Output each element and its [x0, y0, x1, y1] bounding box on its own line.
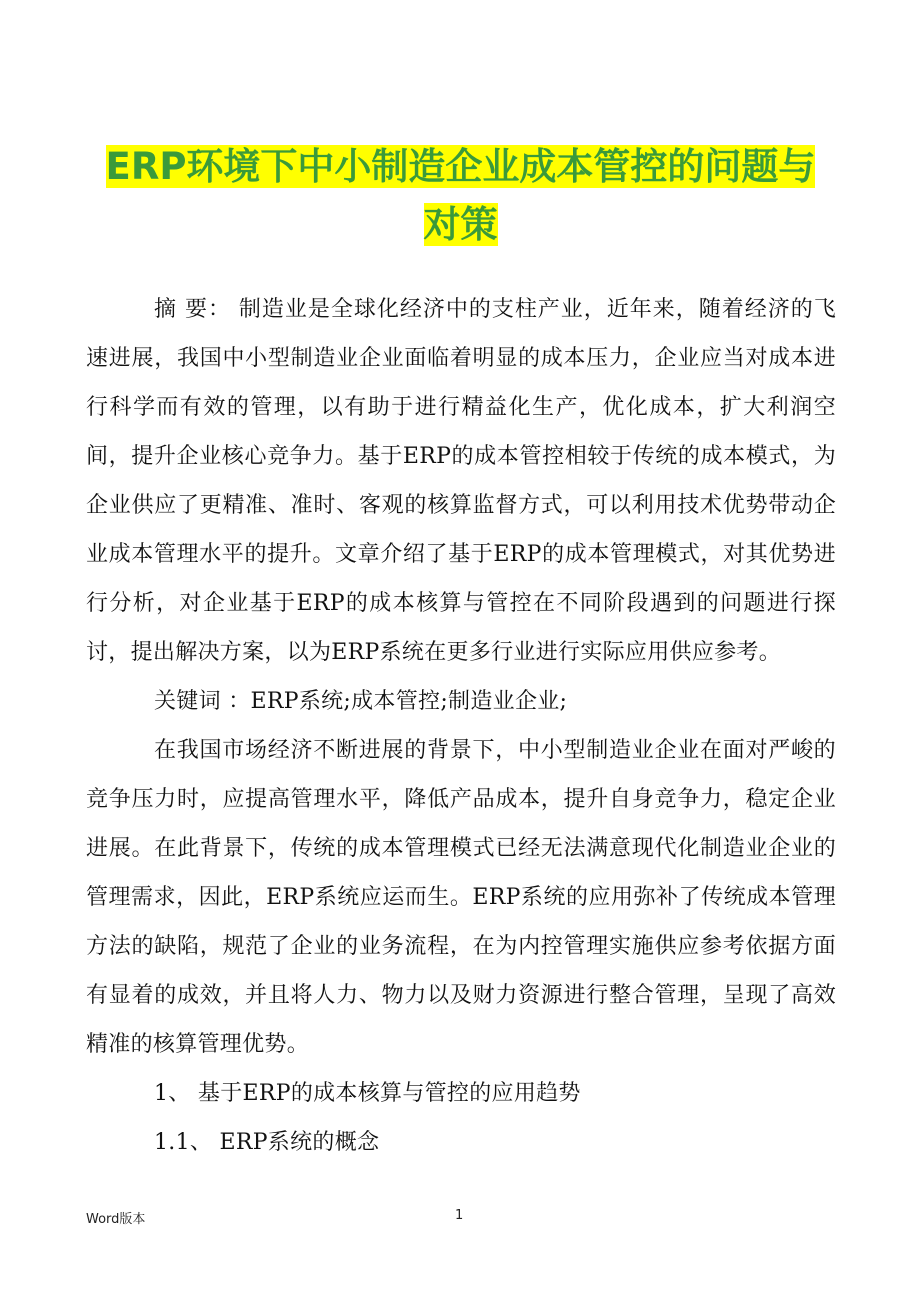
section-heading-1-1: 1.1、 ERP系统的概念	[154, 1130, 380, 1155]
title-highlight: ERP环境下中小制造企业成本管控的问题与对策	[105, 145, 816, 246]
section-heading-1: 1、 基于ERP的成本核算与管控的应用趋势	[154, 1081, 581, 1106]
document-body	[86, 285, 836, 1167]
intro-paragraph: 在我国市场经济不断进展的背景下，中小型制造业企业在面对严峻的竞争压力时，应提高管理水平，降低产品成本，提升自身竞争力，稳定企业进展。在此背景下，传统的成本管理模式已经无法满意现代化制造业企业的管理需求，因此，ERP系统应运而生。ERP系统的应用弥补了传统成本管理方法的缺陷，规范了企业的业务流程，在为内控管理实施供应参考依据方面有显着的成效，并且将人力、物力以及财力资源进行整合管理，呈现了高效精准的核算管理优势。	[86, 738, 836, 1057]
abstract-paragraph: 摘 要： 制造业是全球化经济中的支柱产业，近年来，随着经济的飞速进展，我国中小型制造业企业面临着明显的成本压力，企业应当对成本进行科学而有效的管理，以有助于进行精益化生产，优化成本，扩大利润空间，提升企业核心竞争力。基于ERP的成本管控相较于传统的成本模式，为企业供应了更精准、准时、客观的核算监督方式，可以利用技术优势带动企业成本管理水平的提升。文章介绍了基于ERP的成本管理模式，对其优势进行分析，对企业基于ERP的成本核算与管控在不同阶段遇到的问题进行探讨，提出解决方案，以为ERP系统在更多行业进行实际应用供应参考。	[86, 297, 836, 665]
footer-label: Word版本	[86, 1212, 146, 1227]
document-title	[88, 138, 833, 254]
keywords-paragraph: 关键词 ：ERP系统;成本管控;制造业企业;	[154, 689, 568, 714]
footer-page-number: 1	[455, 1208, 464, 1223]
